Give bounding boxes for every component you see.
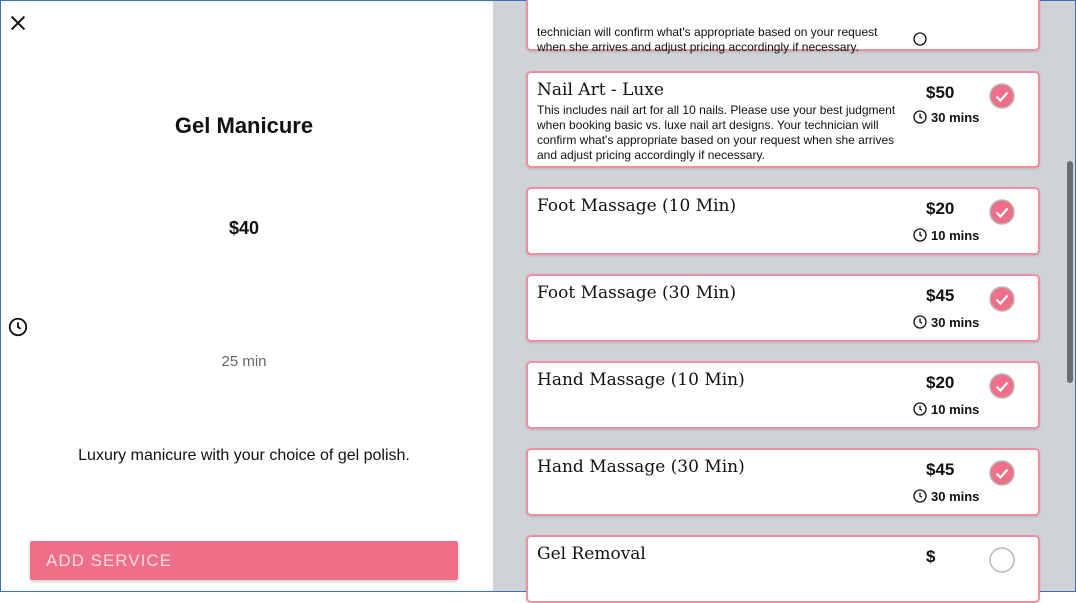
addon-time: 10 mins: [931, 401, 980, 417]
service-duration: 25 min: [221, 353, 267, 370]
addon-card-nail-art-luxe[interactable]: [526, 71, 1040, 168]
addon-price: $20: [926, 199, 955, 218]
checkmark-icon[interactable]: [989, 460, 1015, 486]
add-service-button[interactable]: ADD SERVICE: [30, 541, 458, 580]
clock-icon: [912, 31, 928, 47]
service-title: Gel Manicure: [174, 113, 314, 138]
scrollbar-thumb[interactable]: [1067, 161, 1073, 383]
clock-icon: [912, 314, 928, 330]
close-icon[interactable]: [7, 12, 29, 34]
service-description: Luxury manicure with your choice of gel polish.: [78, 447, 410, 464]
checkmark-icon[interactable]: [989, 373, 1015, 399]
addon-time: 30 mins: [931, 314, 980, 330]
addon-card-nail-art-basic[interactable]: [526, 0, 1040, 54]
addon-description: This includes nail art for all 10 nails. Please use your best judgment when booking basic vs. luxe nail art designs. Your technician will confirm what's appropriate based on your request when she arrives and adjust pricing accordingly if necessary.: [537, 103, 896, 162]
clock-icon: [912, 109, 928, 125]
addon-duration: [912, 314, 979, 330]
addon-duration: [912, 109, 979, 125]
addon-duration: [912, 227, 979, 243]
addon-price: $20: [926, 373, 955, 392]
checkmark-icon[interactable]: [989, 547, 1015, 573]
addon-price: $50: [926, 83, 955, 102]
addon-price: $: [926, 547, 936, 566]
addons-panel: [493, 1, 1075, 591]
clock-icon: [912, 227, 928, 243]
clock-icon: [912, 401, 928, 417]
addon-price: $45: [926, 286, 955, 305]
addon-time: 10 mins: [931, 227, 980, 243]
addon-card-foot-massage-30[interactable]: [526, 274, 1040, 342]
checkmark-icon[interactable]: [989, 199, 1015, 225]
addon-duration: [912, 401, 979, 417]
addon-card-foot-massage-10[interactable]: [526, 187, 1040, 255]
checkmark-icon[interactable]: [989, 83, 1015, 109]
service-details-panel: [1, 1, 493, 591]
service-price: $40: [228, 218, 260, 238]
addon-name: Foot Massage (10 Min): [537, 196, 737, 216]
addon-name: Nail Art - Luxe: [537, 80, 664, 100]
addon-name: Foot Massage (30 Min): [537, 283, 737, 303]
clock-icon: [912, 488, 928, 504]
addon-card-gel-removal[interactable]: [526, 535, 1040, 603]
addons-list[interactable]: [513, 21, 1053, 566]
addon-name: Hand Massage (30 Min): [537, 457, 745, 477]
addon-name: Gel Removal: [537, 544, 646, 564]
addon-card-hand-massage-10[interactable]: [526, 361, 1040, 429]
addon-description: technician will confirm what's appropriate based on your request when she arrives and adjust pricing accordingly if necessary.: [537, 25, 878, 54]
addon-name: Hand Massage (10 Min): [537, 370, 745, 390]
addon-time: 30 mins: [931, 488, 980, 504]
clock-icon: [7, 316, 29, 338]
addon-price: $45: [926, 460, 955, 479]
addon-card-hand-massage-30[interactable]: [526, 448, 1040, 516]
addon-time: 30 mins: [931, 109, 980, 125]
addon-duration: [912, 488, 979, 504]
checkmark-icon[interactable]: [989, 286, 1015, 312]
